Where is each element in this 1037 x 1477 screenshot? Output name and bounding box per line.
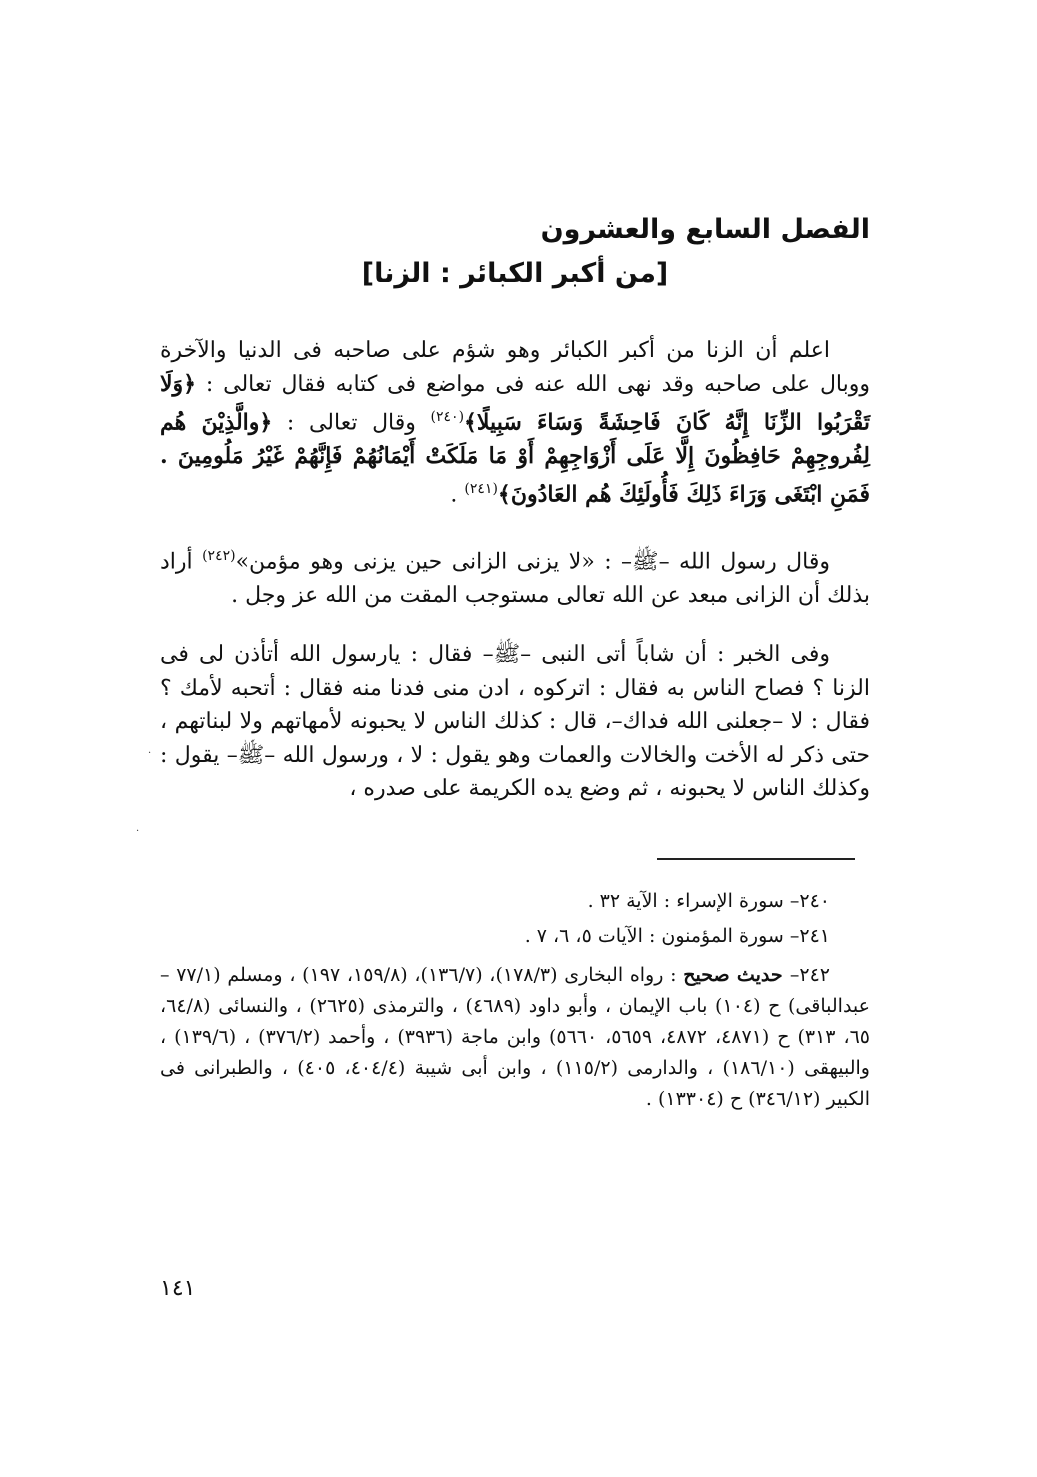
footnote-242-grade: حديث صحيح bbox=[683, 964, 790, 986]
paragraph-2-text bbox=[160, 540, 870, 612]
paragraph-2 bbox=[160, 540, 870, 612]
paragraph-1 bbox=[160, 334, 870, 512]
stray-dot: · bbox=[136, 826, 140, 837]
paragraph-3-text bbox=[160, 638, 870, 806]
footnote-240 bbox=[160, 886, 870, 917]
hadith-quote: وقال رسول الله –ﷺ– : «لا يزنى الزانى حين يزنى وهو مؤمن» bbox=[235, 549, 830, 575]
chapter-subtitle: [من أكبر الكبائر : الزنا] bbox=[361, 258, 669, 289]
quran-verse-2: ﴿والَّذِيْنَ هُم لِفُروجِهِمْ حَافِظُونَ إِلَّا عَلَى أَزْوَاجِهِمْ أَوْ مَا مَلَكَتْ أَيْمَانُهُمْ فَإِنَّهُمْ غَيْرُ مَلُومِينَ . فَمَنِ ابْتَغَى وَرَاءَ ذَلِكَ فَأُولَئِكَ هُم العَادُونَ﴾ bbox=[160, 409, 870, 508]
paragraph-3 bbox=[160, 638, 870, 806]
footnote-ref-241: (٢٤١) bbox=[464, 481, 498, 498]
paragraph-2-rest: أراد بذلك أن الزانى مبعد عن الله تعالى مستوجب المقت من الله عز وجل . bbox=[160, 549, 870, 608]
footnotes bbox=[160, 886, 870, 1119]
footnote-242 bbox=[160, 960, 870, 1115]
page-number: ١٤١ bbox=[160, 1276, 196, 1301]
footnote-241 bbox=[160, 921, 870, 952]
paragraph-1-end: . bbox=[450, 482, 465, 508]
footnote-242-number: ٢٤٢– bbox=[789, 964, 830, 986]
stray-dot: · bbox=[148, 748, 152, 759]
footnote-ref-242: (٢٤٢) bbox=[202, 548, 236, 564]
paragraph-1-text bbox=[160, 334, 870, 512]
footnote-separator bbox=[657, 858, 855, 860]
paragraph-3-body: وفى الخبر : أن شاباً أتى النبى –ﷺ– فقال : يارسول الله أتأذن لى فى الزنا ؟ فصاح الناس به فقال : اتركوه ، ادن منى فدنا منه فقال : أتحبه لأمك ؟ فقال : لا –جعلنى الله فداك–، قال : كذلك الناس لا يحبونه لأمهاتهم ولا لبناتهم ، حتى ذكر له الأخت والخالات والعمات وهو يقول : لا ، ورسول الله –ﷺ– يقول : وكذلك الناس لا يحبونه ، ثم وضع يده الكريمة على صدره ، bbox=[160, 642, 871, 801]
paragraph-1-intro: اعلم أن الزنا من أكبر الكبائر وهو شؤم على صاحبه فى الدنيا والآخرة ووبال على صاحبه وقد نهى الله عنه فى مواضع فى كتابه فقال تعالى : bbox=[160, 338, 870, 397]
chapter-title: الفصل السابع والعشرون bbox=[540, 214, 870, 245]
footnote-242-text: : رواه البخارى (١٧٨/٣)، (١٣٦/٧)، (١٥٩/٨، ١٩٧) ، ومسلم (٧٧/١ – عبدالباقى) ح (١٠٤) باب الإيمان ، وأبو داود (٤٦٨٩) ، والترمذى (٢٦٢٥) ، والنسائى (٦٤/٨، ٦٥، ٣١٣) ح (٤٨٧١، ٤٨٧٢، ٥٦٥٩، ٥٦٦٠) وابن ماجة (٣٩٣٦) ، وأحمد (٣٧٦/٢) ، (١٣٩/٦) ، والبيهقى (١٨٦/١٠) ، والدارمى (١١٥/٢) ، وابن أبى شيبة (٤٠٤/٤، ٤٠٥) ، والطبرانى فى الكبير (٣٤٦/١٢) ح (١٣٣٠٤) . bbox=[160, 964, 871, 1110]
footnote-240-text: ٢٤٠– سورة الإسراء : الآية ٣٢ . bbox=[587, 890, 830, 912]
paragraph-1-mid: وقال تعالى : bbox=[272, 410, 431, 436]
quran-verse-1: ﴿وَلَا تَقْرَبُوا الزِّنَا إِنَّهُ كَانَ فَاحِشَةً وَسَاءَ سَبِيلًا﴾ bbox=[160, 370, 870, 436]
footnote-ref-240: (٢٤٠) bbox=[430, 409, 465, 425]
footnote-241-text: ٢٤١– سورة المؤمنون : الآيات ٥، ٦، ٧ . bbox=[524, 925, 830, 947]
